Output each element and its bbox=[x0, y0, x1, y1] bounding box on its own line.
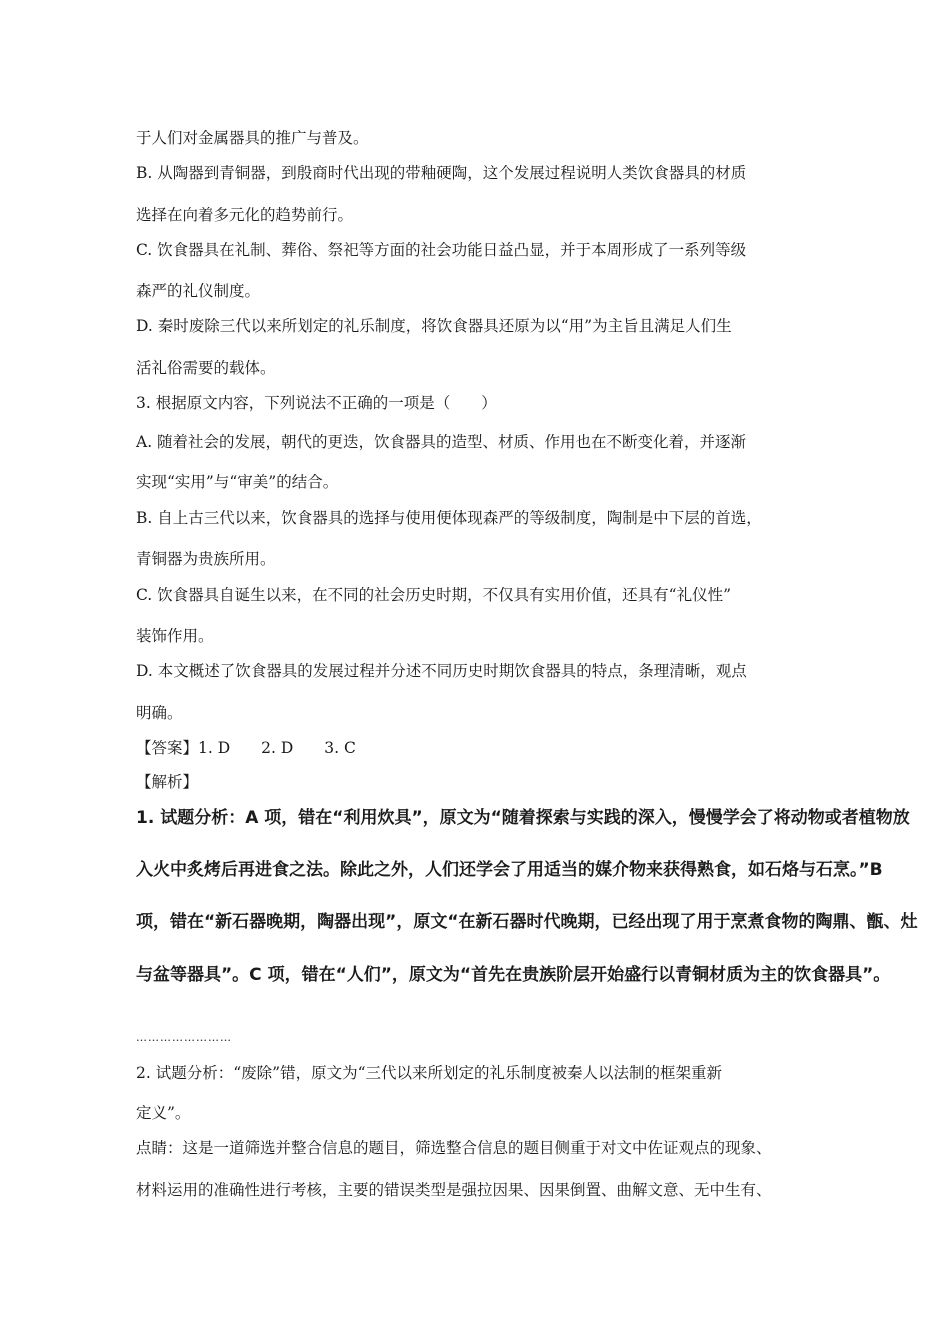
analysis-1-line: 与盆等器具”。C 项，错在“人们”，原文为“首先在贵族阶层开始盛行以青铜材质为主的饮食器具”。 bbox=[136, 965, 891, 985]
text-line: 活礼俗需要的载体。 bbox=[136, 359, 276, 377]
analysis-2-line: 2. 试题分析：“废除”错，原文为“三代以来所划定的礼乐制度被秦人以法制的框架重新 bbox=[136, 1064, 722, 1082]
option-b-line: B. 自上古三代以来，饮食器具的选择与使用便体现森严的等级制度，陶制是中下层的首选， bbox=[136, 509, 762, 527]
note-line: 点睛：这是一道筛选并整合信息的题目，筛选整合信息的题目侧重于对文中佐证观点的现象、 bbox=[136, 1139, 772, 1157]
text-line: 明确。 bbox=[136, 704, 183, 722]
option-a-line: A. 随着社会的发展，朝代的更迭，饮食器具的造型、材质、作用也在不断变化着，并逐渐 bbox=[136, 433, 747, 451]
note-line: 材料运用的准确性进行考核，主要的错误类型是强拉因果、因果倒置、曲解文意、无中生有、 bbox=[136, 1181, 772, 1199]
analysis-1-line: 入火中炙烤后再进食之法。除此之外，人们还学会了用适当的媒介物来获得熟食，如石烙与石烹。”B bbox=[136, 860, 883, 880]
text-line: 实现“实用”与“审美”的结合。 bbox=[136, 473, 339, 491]
option-b-line: B. 从陶器到青铜器，到殷商时代出现的带釉硬陶，这个发展过程说明人类饮食器具的材质 bbox=[136, 164, 747, 182]
text-line: 选择在向着多元化的趋势前行。 bbox=[136, 206, 354, 224]
text-line: 定义”。 bbox=[136, 1104, 191, 1122]
question-3: 3. 根据原文内容，下列说法不正确的一项是（ ） bbox=[136, 394, 497, 412]
text-line: 森严的礼仪制度。 bbox=[136, 282, 261, 300]
text-line: 于人们对金属器具的推广与普及。 bbox=[136, 129, 369, 147]
answer-line: 【答案】1. D 2. D 3. C bbox=[136, 739, 356, 757]
analysis-1-line: 1. 试题分析：A 项，错在“利用炊具”，原文为“随着探索与实践的深入，慢慢学会了将动物或者植物放 bbox=[136, 808, 910, 828]
option-d-line: D. 本文概述了饮食器具的发展过程并分述不同历史时期饮食器具的特点，条理清晰，观点 bbox=[136, 662, 747, 680]
text-line: 青铜器为贵族所用。 bbox=[136, 550, 276, 568]
separator-dots: …………………… bbox=[136, 1031, 232, 1044]
analysis-heading: 【解析】 bbox=[136, 773, 199, 791]
analysis-1-line: 项，错在“新石器晚期，陶器出现”，原文“在新石器时代晚期，已经出现了用于烹煮食物的陶鼎、甑、灶 bbox=[136, 912, 918, 932]
option-c-line: C. 饮食器具在礼制、葬俗、祭祀等方面的社会功能日益凸显，并于本周形成了一系列等级 bbox=[136, 241, 747, 259]
text-line: 装饰作用。 bbox=[136, 627, 214, 645]
option-c-line: C. 饮食器具自诞生以来，在不同的社会历史时期，不仅具有实用价值，还具有“礼仪性” bbox=[136, 586, 732, 604]
option-d-line: D. 秦时废除三代以来所划定的礼乐制度，将饮食器具还原为以“用”为主旨且满足人们生 bbox=[136, 317, 732, 335]
